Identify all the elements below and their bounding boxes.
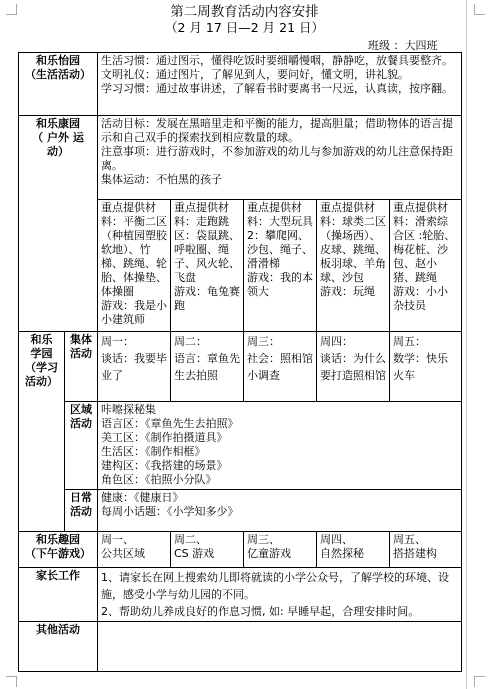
hekang-day-tue xyxy=(171,200,244,332)
day-text: 周一： 谈话：我要毕业了 xyxy=(101,335,167,382)
row-hexue-collective xyxy=(19,332,462,402)
hekang-line: 注意事项：进行游戏时，不参加游戏的幼儿与参加游戏的幼儿注意保持距离。 xyxy=(101,145,453,172)
parents-line: 1、请家长在网上搜索幼儿即将就读的小学公众号，了解学校的环境、设施，感受小学与幼儿园的不同。 xyxy=(101,571,449,601)
day-text: 周三、 亿童游戏 xyxy=(247,533,291,560)
sub-label: 日常 xyxy=(70,491,92,504)
section-name: 家长工作 xyxy=(36,569,80,582)
corner-mark-bottom-right xyxy=(474,676,485,687)
collective-wed xyxy=(244,332,317,402)
heqi-tue xyxy=(171,532,244,568)
hekang-day-mon xyxy=(98,200,171,332)
sub-label: 集体 xyxy=(70,333,92,346)
heyi-line: 文明礼仪：通过图片，了解见到人，要问好，懂文明，讲礼貌。 xyxy=(101,68,409,81)
day-text: 周五、 搭搭建构 xyxy=(393,533,437,560)
day-text: 周一、 公共区域 xyxy=(101,533,145,560)
hekang-day-thu xyxy=(317,200,390,332)
label-collective xyxy=(65,332,98,402)
section-subname: 动） xyxy=(47,145,69,158)
sub-label: 活动 xyxy=(70,505,92,518)
section-subname: （生活活动） xyxy=(25,68,91,81)
heyi-line: 生活习惯：通过图示，懂得吃饭时要细嚼慢咽，静静吃，放餐具要整齐。 xyxy=(101,54,453,67)
daily-content xyxy=(98,490,462,532)
day-text: 周五： 数学：快乐火车 xyxy=(393,335,448,382)
heqi-wed xyxy=(244,532,317,568)
collective-fri xyxy=(390,332,462,402)
class-label: 班级 ：大四班 xyxy=(368,39,438,52)
day-text: 重点提供材料：大型玩具2：攀爬网、沙包、绳子、滑滑梯 游戏：我的本领大 xyxy=(247,201,313,298)
section-name: 和乐怡园 xyxy=(36,54,80,67)
sub-label: 区域 xyxy=(70,403,92,416)
section-subname: （ 户外 运 xyxy=(32,131,84,144)
area-line: 生活区：《制作相框》 xyxy=(101,445,206,458)
heqi-fri xyxy=(390,532,462,568)
section-name: 和乐趣园 xyxy=(36,533,80,546)
collective-thu xyxy=(317,332,390,402)
heyi-content xyxy=(98,53,462,116)
row-heqi xyxy=(19,532,462,568)
row-hekang-intro xyxy=(19,116,462,200)
day-text: 重点提供材料：滑索综合区 :轮胎、梅花桩、沙包、赵小猪、跳绳 游戏：小小杂技员 xyxy=(393,201,456,312)
hekang-line: 集体运动：不怕黑的孩子 xyxy=(101,173,222,186)
document-title: 第二周教育活动内容安排 xyxy=(170,4,319,20)
heyi-line: 学习习惯：通过故事讲述，了解看书时要离书一尺远，认真读，按序翻。 xyxy=(101,82,453,95)
section-label-hekang xyxy=(19,116,98,332)
section-name: 和乐 xyxy=(30,333,53,346)
section-label-hexue xyxy=(19,332,65,532)
parents-content xyxy=(98,568,462,622)
section-label-heyi xyxy=(19,53,98,116)
row-heyi xyxy=(19,53,462,116)
section-subname: 活动） xyxy=(25,375,58,388)
collective-mon xyxy=(98,332,171,402)
row-parents xyxy=(19,568,462,622)
collective-tue xyxy=(171,332,244,402)
hekang-day-wed xyxy=(244,200,317,332)
area-line: 美工区：《制作拍摄道具》 xyxy=(101,431,228,444)
hekang-line: 活动目标：发展在黑暗里走和平衡的能力，提高胆量；借助物体的语言提示和自己双手的探索找到相应数量的球。 xyxy=(101,117,453,144)
section-label-heqi xyxy=(19,532,98,568)
area-line: 咔嚓探秘集 xyxy=(101,403,156,416)
row-hexue-daily xyxy=(19,490,462,532)
label-daily xyxy=(65,490,98,532)
section-label-parents xyxy=(19,568,98,622)
section-name: 其他活动 xyxy=(36,623,80,636)
hekang-day-fri xyxy=(390,200,462,332)
daily-line: 每周小话题：《小学知多少》 xyxy=(101,505,239,518)
daily-line: 健康：《健康日》 xyxy=(101,491,184,504)
day-text: 重点提供材料：平衡二区（种植园塑胶软地）、竹梯、跳绳、轮胎、体操垫、体操圈 游戏：我是小小建筑师 xyxy=(101,201,167,326)
area-content xyxy=(98,402,462,490)
section-label-other xyxy=(19,622,98,672)
label-area xyxy=(65,402,98,490)
row-other xyxy=(19,622,462,672)
corner-mark-bottom-left xyxy=(6,676,17,687)
day-text: 周三： 社会：照相馆小调查 xyxy=(247,335,313,382)
section-name: 学园 xyxy=(30,347,53,360)
other-content xyxy=(98,622,462,672)
heqi-mon xyxy=(98,532,171,568)
heqi-thu xyxy=(317,532,390,568)
day-text: 周四： 谈话：为什么要打造照相馆 xyxy=(320,335,386,382)
day-text: 周二： 语言：章鱼先生去拍照 xyxy=(174,335,240,382)
section-subname: （下午游戏） xyxy=(25,547,91,560)
day-text: 周四、 自然探秘 xyxy=(320,533,364,560)
document-subtitle: （2 月 17 日—2 月 21 日） xyxy=(164,20,325,35)
row-hexue-area xyxy=(19,402,462,490)
parents-line: 2、帮助幼儿养成良好的作息习惯, 如: 早睡早起，合理安排时间。 xyxy=(101,605,420,618)
page-margin-line xyxy=(466,0,467,689)
section-subname: （学习 xyxy=(25,361,58,374)
section-name: 和乐康园 xyxy=(36,117,80,130)
hekang-intro xyxy=(98,116,462,200)
day-text: 重点提供材料：球类二区（操场西）、皮球、跳绳、板羽球、羊角球、沙包 游戏：玩绳 xyxy=(320,201,386,298)
day-text: 重点提供材料：走跑跳区：袋鼠跳、呼啦圈、绳子、风火轮、飞盘 游戏：龟兔赛跑 xyxy=(174,201,240,312)
area-line: 建构区：《我搭建的场景》 xyxy=(101,459,228,472)
area-line: 语言区：《章鱼先生去拍照》 xyxy=(101,417,239,430)
sub-label: 活动 xyxy=(70,417,92,430)
sub-label: 活动 xyxy=(70,347,92,360)
weekly-plan-table xyxy=(18,52,462,672)
area-line: 角色区：《拍照小分队》 xyxy=(101,473,217,486)
day-text: 周二、 CS 游戏 xyxy=(174,533,215,560)
